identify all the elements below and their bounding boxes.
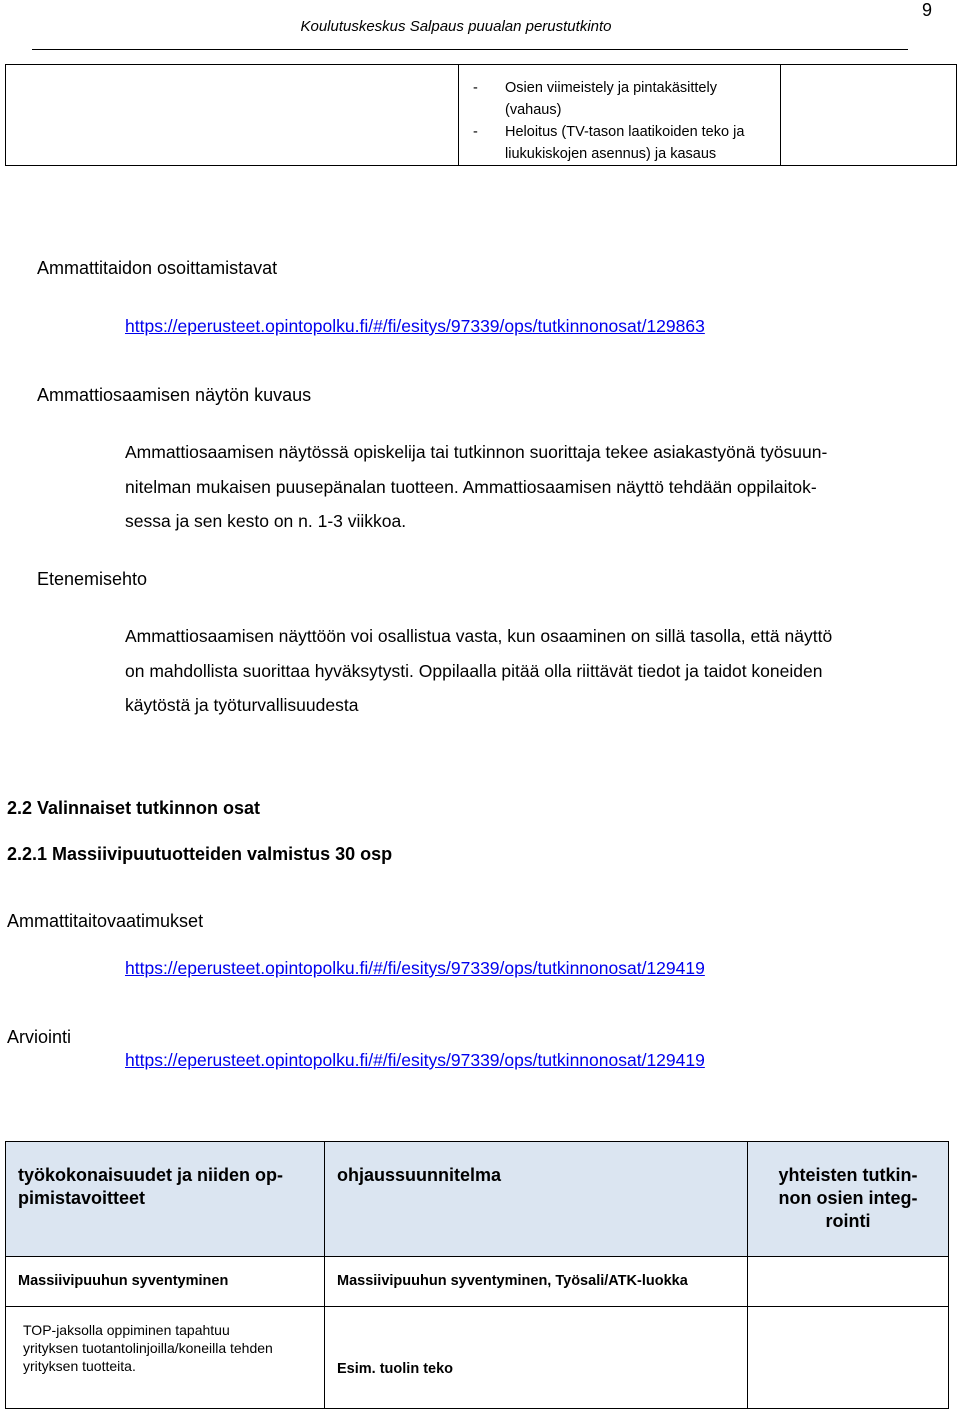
heading-arviointi: Arviointi: [7, 1027, 72, 1047]
table-cell: Massiivipuuhun syventyminen, Työsali/ATK-luokka: [325, 1257, 748, 1307]
dash-list: [459, 65, 780, 165]
heading-massiivipuutuotteiden-valmistus: 2.2.1 Massiivipuutuotteiden valmistus 30 osp: [7, 844, 393, 864]
list-item: - Osien viimeistely ja pintakäsittely (vahaus): [473, 77, 772, 121]
etenemisehto-text: [125, 619, 945, 723]
link-osoittamistavat[interactable]: https://eperusteet.opintopolku.fi/#/fi/esitys/97339/ops/tutkinnonosat/129863: [125, 316, 705, 336]
table-cell: [6, 65, 459, 166]
page-header: Koulutuskeskus Salpaus puualan perustutkinto: [300, 18, 612, 35]
column-header: yhteisten tutkin- non osien integ- rointi: [748, 1142, 949, 1257]
table-cell: [748, 1307, 949, 1409]
table-cell: [748, 1257, 949, 1307]
page-number: 9: [922, 0, 933, 20]
heading-ammattitaidon-osoittamistavat: Ammattitaidon osoittamistavat: [37, 258, 278, 278]
text-line: on mahdollista suorittaa hyväksytysti. Oppilaalla pitää olla riittävät tiedot ja taidot koneiden: [125, 660, 823, 681]
text-line: käytöstä ja työturvallisuudesta: [125, 695, 359, 715]
table-cell: [781, 65, 957, 166]
list-item: - Heloitus (TV-tason laatikoiden teko ja liukukiskojen asennus) ja kasaus: [473, 121, 772, 165]
heading-etenemisehto: Etenemisehto: [37, 569, 148, 589]
continuation-table: [5, 64, 957, 166]
text-line: nitelman mukaisen puusepänalan tuotteen. Ammattiosaamisen näyttö tehdään oppilaitok-: [125, 476, 817, 497]
heading-ammattitaitovaatimukset: Ammattitaitovaatimukset: [7, 911, 204, 931]
ohjaussuunnitelma-table: [5, 1141, 949, 1409]
heading-valinnaiset-tutkinnon-osat: 2.2 Valinnaiset tutkinnon osat: [7, 798, 261, 818]
table-cell: [459, 65, 781, 166]
link-ammattitaitovaatimukset[interactable]: https://eperusteet.opintopolku.fi/#/fi/esitys/97339/ops/tutkinnonosat/129419: [125, 958, 705, 978]
table-cell: Esim. tuolin teko: [325, 1307, 748, 1409]
link-arviointi[interactable]: https://eperusteet.opintopolku.fi/#/fi/esitys/97339/ops/tutkinnonosat/129419: [125, 1050, 705, 1070]
table-cell: TOP-jaksolla oppiminen tapahtuu yrityksen tuotantolinjoilla/koneilla tehden yrityksen tuotteita.: [6, 1307, 325, 1409]
column-header: työkokonaisuudet ja niiden op- pimistavoitteet: [6, 1142, 325, 1257]
header-divider: [32, 49, 908, 50]
text-line: sessa ja sen kesto on n. 1-3 viikkoa.: [125, 511, 407, 531]
text-line: Ammattiosaamisen näyttöön voi osallistua vasta, kun osaaminen on sillä tasolla, että näyttö: [125, 626, 833, 646]
column-header: ohjaussuunnitelma: [325, 1142, 748, 1257]
heading-naytön-kuvaus: Ammattiosaamisen näytön kuvaus: [37, 385, 312, 405]
naytön-kuvaus-text: [125, 435, 945, 539]
text-line: Ammattiosaamisen näytössä opiskelija tai tutkinnon suorittaja tekee asiakastyönä työsuun-: [125, 442, 828, 462]
table-cell: Massiivipuuhun syventyminen: [6, 1257, 325, 1307]
